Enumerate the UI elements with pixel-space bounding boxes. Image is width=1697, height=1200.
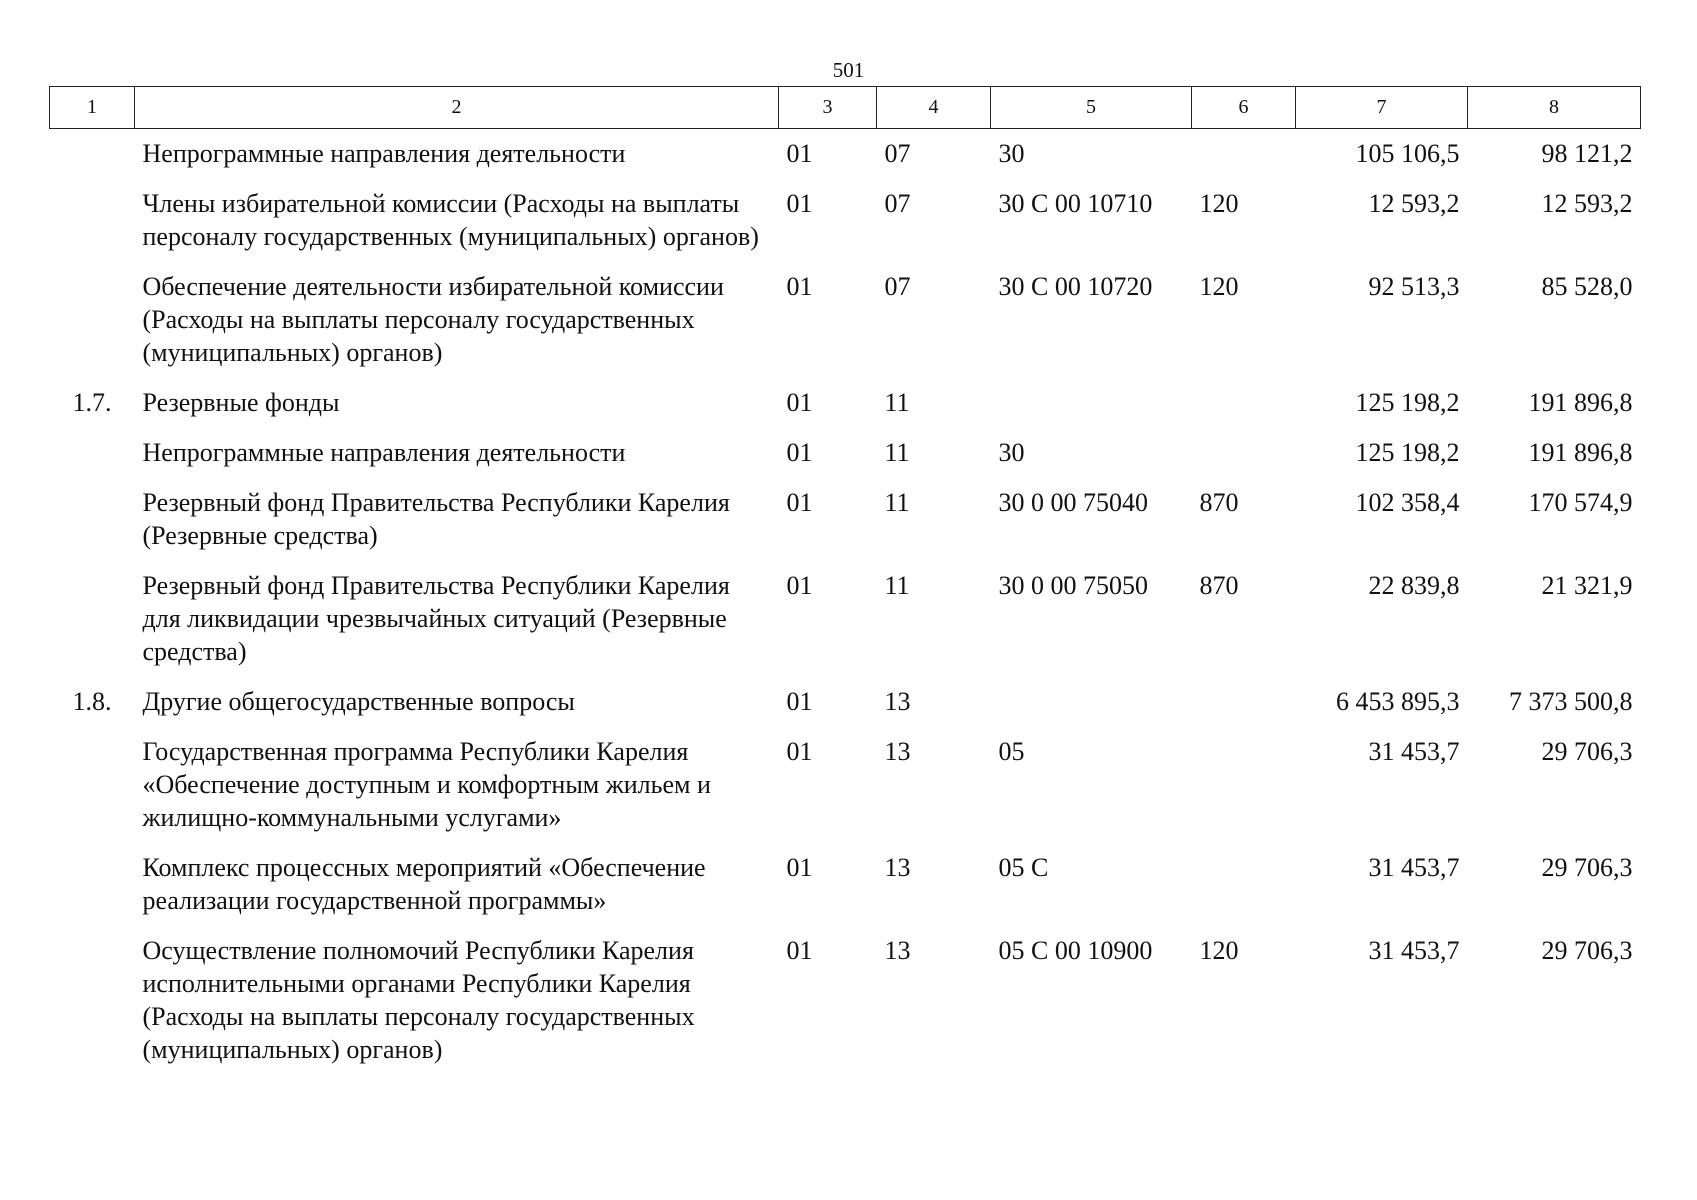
table-row [50,129,1641,182]
column-header: 7 [1296,87,1468,129]
row-name: Резервный фонд Правительства Республики Карелия (Резервные средства) [142,488,730,550]
row-name: Обеспечение деятельности избирательной комиссии (Расходы на выплаты персоналу государственных (муниципальных) органов) [142,272,724,367]
row-number: 1.7. [72,388,112,417]
expense-type-code: 120 [1199,189,1239,218]
amount-col8: 29 706,3 [1541,936,1633,965]
expense-type-code: 120 [1199,936,1239,965]
amount-col8: 7 373 500,8 [1509,687,1633,716]
target-article-code: 30 С 00 10710 [998,189,1153,218]
amount-col8: 21 321,9 [1541,571,1633,600]
expense-type-code [1192,729,1296,845]
expense-type-code: 870 [1199,488,1239,517]
amount-col7: 12 593,2 [1368,189,1460,218]
section-code: 01 [786,936,813,965]
target-article-code: 30 [998,139,1025,168]
column-header: 4 [877,87,991,129]
amount-col8: 85 528,0 [1541,272,1633,301]
subsection-code: 11 [884,438,910,467]
amount-col7: 125 198,2 [1355,388,1460,417]
subsection-code: 07 [884,272,911,301]
table-header-row [50,87,1641,129]
section-code: 01 [786,189,813,218]
row-name: Государственная программа Республики Карелия «Обеспечение доступным и комфортным жильем и жилищно-коммунальными услугами» [142,737,711,832]
subsection-code: 11 [884,488,910,517]
amount-col8: 191 896,8 [1528,388,1633,417]
row-name: Непрограммные направления деятельности [142,438,626,467]
expense-type-code [1192,430,1296,480]
amount-col7: 92 513,3 [1368,272,1460,301]
section-code: 01 [786,737,813,766]
table-row [50,430,1641,480]
table-body [50,129,1641,1078]
budget-table [49,86,1641,1077]
expense-type-code: 120 [1199,272,1239,301]
row-number [50,430,135,480]
subsection-code: 13 [884,853,911,882]
section-code: 01 [786,272,813,301]
column-header: 1 [50,87,135,129]
row-name: Резервный фонд Правительства Республики Карелия для ликвидации чрезвычайных ситуаций (Резервные средства) [142,571,730,666]
section-code: 01 [786,388,813,417]
target-article-code: 30 С 00 10720 [998,272,1153,301]
target-article-code: 05 С [998,853,1049,882]
expense-type-code [1192,129,1296,182]
amount-col7: 102 358,4 [1355,488,1460,517]
target-article-code: 05 С 00 10900 [998,936,1153,965]
table-row [50,181,1641,264]
row-name: Другие общегосударственные вопросы [142,687,575,716]
target-article-code [991,380,1192,430]
column-header: 8 [1468,87,1641,129]
subsection-code: 11 [884,388,910,417]
target-article-code: 30 0 00 75040 [998,488,1148,517]
section-code: 01 [786,571,813,600]
subsection-code: 07 [884,189,911,218]
row-name: Непрограммные направления деятельности [142,139,626,168]
section-code: 01 [786,438,813,467]
row-number: 1.8. [72,687,112,716]
table-row [50,679,1641,729]
row-number [50,264,135,380]
table-row [50,480,1641,563]
row-name: Резервные фонды [142,388,340,417]
amount-col8: 191 896,8 [1528,438,1633,467]
row-name: Осуществление полномочий Республики Карелия исполнительными органами Республики Карелия (Расходы на выплаты персоналу государственных (муниципальных) органов) [142,936,695,1064]
amount-col7: 125 198,2 [1355,438,1460,467]
target-article-code: 30 0 00 75050 [998,571,1148,600]
row-number [50,563,135,679]
row-number [50,845,135,928]
expense-type-code [1192,845,1296,928]
subsection-code: 13 [884,737,911,766]
amount-col8: 12 593,2 [1541,189,1633,218]
section-code: 01 [786,488,813,517]
amount-col7: 6 453 895,3 [1336,687,1460,716]
section-code: 01 [786,687,813,716]
expense-type-code [1192,380,1296,430]
table-row [50,729,1641,845]
subsection-code: 13 [884,687,911,716]
row-number [50,729,135,845]
table-row [50,380,1641,430]
row-number [50,480,135,563]
page-number: 501 [832,58,865,82]
amount-col7: 31 453,7 [1368,737,1460,766]
row-number [50,129,135,182]
amount-col8: 29 706,3 [1541,737,1633,766]
row-number [50,181,135,264]
amount-col7: 31 453,7 [1368,853,1460,882]
amount-col7: 105 106,5 [1355,139,1460,168]
table-row [50,563,1641,679]
target-article-code [991,679,1192,729]
expense-type-code [1192,679,1296,729]
target-article-code: 05 [998,737,1025,766]
expense-type-code: 870 [1199,571,1239,600]
row-name: Комплекс процессных мероприятий «Обеспечение реализации государственной программы» [142,853,706,915]
amount-col8: 170 574,9 [1528,488,1633,517]
row-number [50,928,135,1077]
column-header: 3 [779,87,877,129]
subsection-code: 13 [884,936,911,965]
subsection-code: 07 [884,139,911,168]
amount-col8: 98 121,2 [1541,139,1633,168]
amount-col8: 29 706,3 [1541,853,1633,882]
section-code: 01 [786,853,813,882]
table-row [50,264,1641,380]
table-row [50,928,1641,1077]
table-row [50,845,1641,928]
target-article-code: 30 [998,438,1025,467]
column-header: 2 [135,87,779,129]
row-name: Члены избирательной комиссии (Расходы на выплаты персоналу государственных (муниципальных) органов) [142,189,759,251]
column-header: 5 [991,87,1192,129]
amount-col7: 31 453,7 [1368,936,1460,965]
section-code: 01 [786,139,813,168]
subsection-code: 11 [884,571,910,600]
column-header: 6 [1192,87,1296,129]
amount-col7: 22 839,8 [1368,571,1460,600]
